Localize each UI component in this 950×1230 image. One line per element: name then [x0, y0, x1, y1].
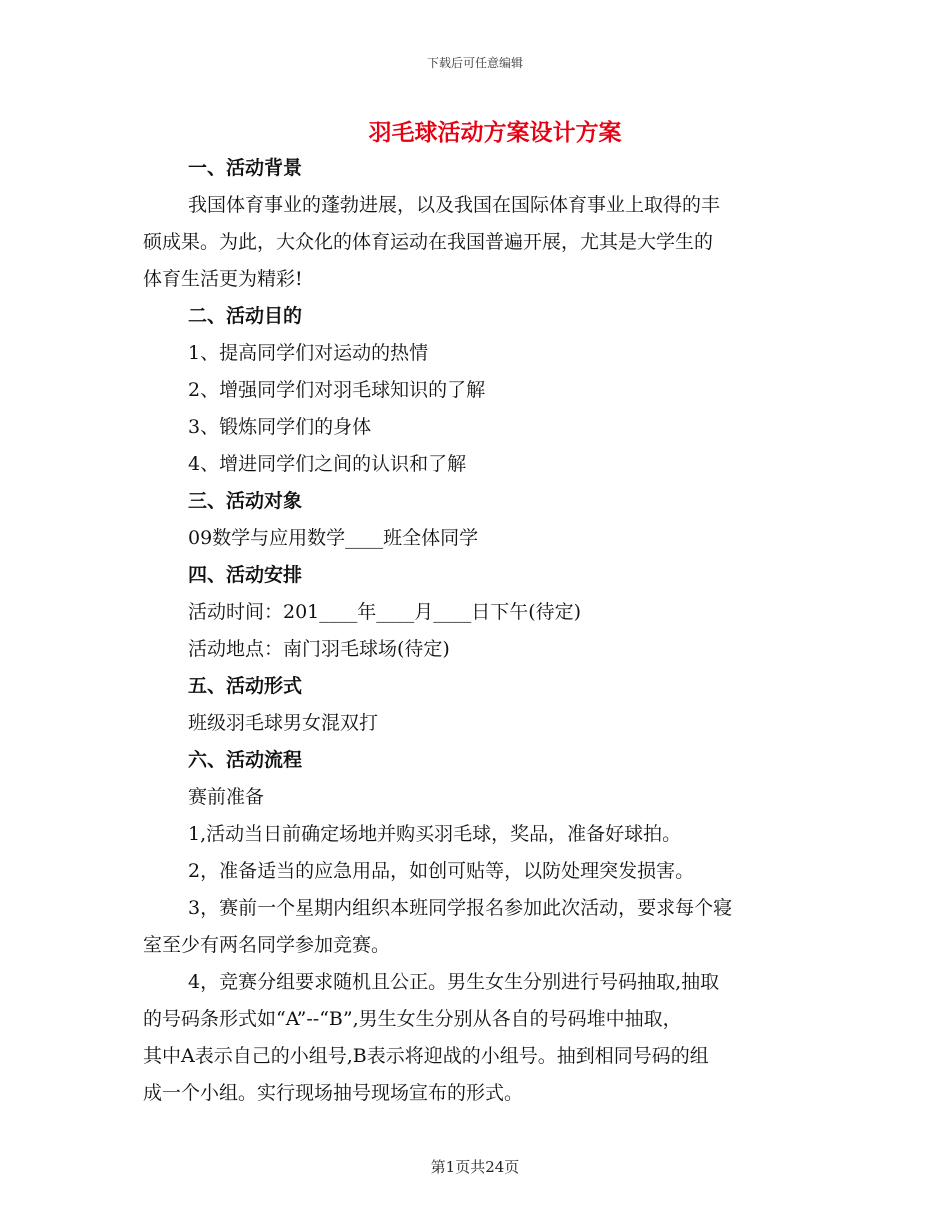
paragraph-line: 成一个小组。实行现场抽号现场宣布的形式。: [143, 1082, 524, 1104]
paragraph-line: 室至少有两名同学参加竞赛。: [143, 934, 391, 956]
paragraph-line: 1,活动当日前确定场地并购买羽毛球，奖品，准备好球拍。: [188, 823, 682, 845]
page-footer: 第1页共24页: [430, 1158, 520, 1176]
paragraph-line: 3，赛前一个星期内组织本班同学报名参加此次活动，要求每个寝: [188, 897, 733, 919]
header-note: 下载后可任意编辑: [426, 56, 523, 70]
paragraph-line: 09数学与应用数学____班全体同学: [188, 527, 479, 549]
paragraph-line: 1、提高同学们对运动的热情: [188, 342, 429, 364]
paragraph-line: 的号码条形式如“A”--“B”,男生女生分别从各自的号码堆中抽取，: [143, 1008, 682, 1030]
paragraph-line: 4、增进同学们之间的认识和了解: [188, 453, 467, 475]
document-title: 羽毛球活动方案设计方案: [368, 120, 622, 146]
paragraph-line: 4，竞赛分组要求随机且公正。男生女生分别进行号码抽取,抽取: [188, 971, 720, 993]
section-heading: 三、活动对象: [188, 490, 303, 512]
section-heading: 六、活动流程: [188, 749, 303, 771]
paragraph-line: 其中A表示自己的小组号,B表示将迎战的小组号。抽到相同号码的组: [143, 1045, 709, 1067]
paragraph-line: 硕成果。为此，大众化的体育运动在我国普遍开展，尤其是大学生的: [143, 231, 714, 253]
paragraph-line: 3、锻炼同学们的身体: [188, 416, 372, 438]
document-body: [143, 150, 808, 1112]
paragraph-line: 2、增强同学们对羽毛球知识的了解: [188, 379, 486, 401]
paragraph-line: 体育生活更为精彩!: [143, 268, 303, 290]
section-heading: 二、活动目的: [188, 305, 303, 327]
section-heading: 四、活动安排: [188, 564, 303, 586]
section-heading: 五、活动形式: [188, 675, 303, 697]
paragraph-line: 2，准备适当的应急用品，如创可贴等，以防处理突发损害。: [188, 860, 695, 882]
section-heading: 一、活动背景: [188, 157, 303, 179]
paragraph-line: 班级羽毛球男女混双打: [188, 712, 379, 734]
paragraph-line: 赛前准备: [188, 786, 265, 808]
paragraph-line: 我国体育事业的蓬勃进展，以及我国在国际体育事业上取得的丰: [188, 194, 721, 216]
paragraph-line: 活动时间：201____年____月____日下午(待定): [188, 601, 582, 623]
paragraph-line: 活动地点：南门羽毛球场(待定): [188, 638, 450, 660]
